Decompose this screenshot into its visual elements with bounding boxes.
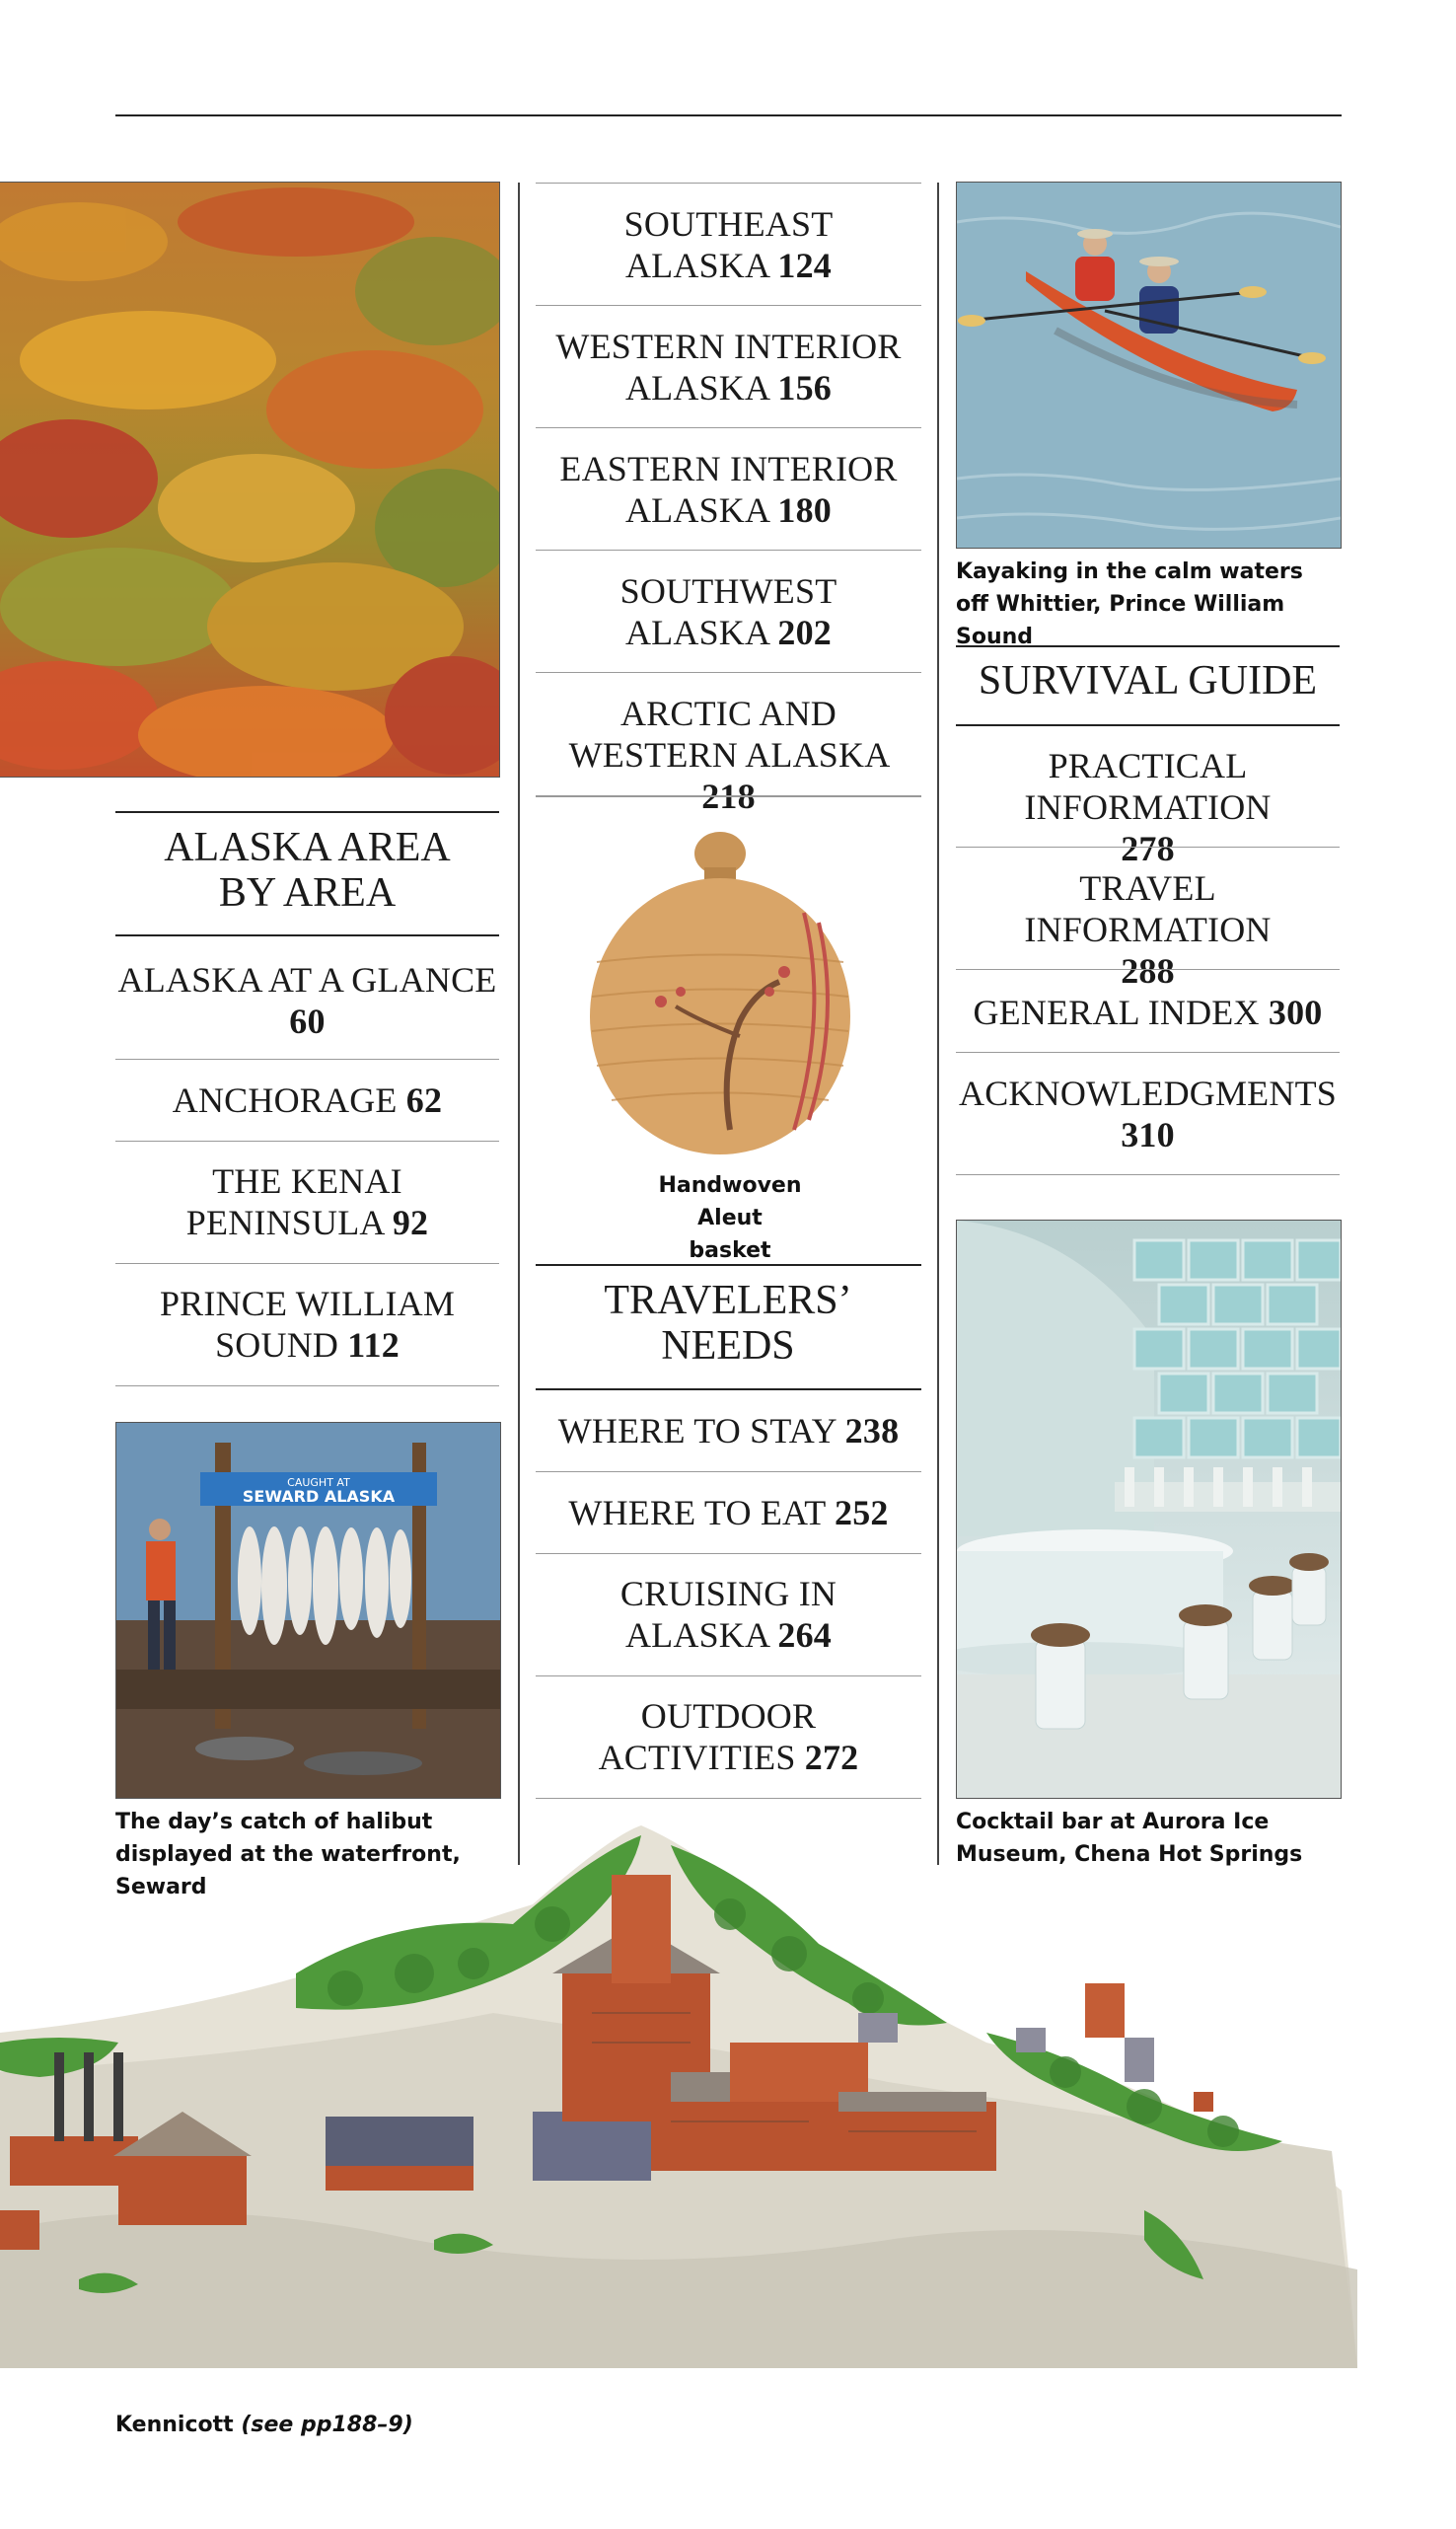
- toc-entry-page: 60: [289, 1002, 326, 1041]
- toc-entry-page: 218: [701, 777, 756, 816]
- kayak-illustration: [957, 183, 1341, 548]
- divider: [115, 1263, 499, 1264]
- toc-entry-page: 310: [1121, 1115, 1175, 1154]
- toc-entry-title: ACKNOWLEDGMENTS: [959, 1074, 1337, 1113]
- divider: [536, 305, 921, 306]
- toc-entry-outdoor-activities[interactable]: [582, 1695, 875, 1778]
- section-heading-area-by-area: ALASKA AREA BY AREA: [164, 825, 451, 916]
- toc-entry-page: 156: [777, 368, 833, 408]
- toc-entry-where-to-eat[interactable]: [536, 1492, 921, 1533]
- middle-heading-rule-top: [536, 1264, 921, 1266]
- toc-entry-practical-information[interactable]: [995, 745, 1300, 869]
- toc-entry-page: 252: [835, 1493, 889, 1532]
- toc-entry-page: 124: [777, 246, 833, 285]
- toc-entry-travel-information[interactable]: [995, 867, 1300, 992]
- toc-entry-page: 112: [347, 1325, 400, 1365]
- divider: [115, 1385, 499, 1386]
- toc-entry-title: ANCHORAGE: [172, 1080, 398, 1120]
- toc-entry-page: 92: [392, 1203, 429, 1242]
- divider: [956, 1174, 1340, 1175]
- divider: [536, 1675, 921, 1676]
- toc-entry-arctic-western[interactable]: [541, 693, 916, 817]
- kayak-caption: Kayaking in the calm waters off Whittier, Prince William Sound: [956, 559, 1303, 649]
- toc-entry-title: ALASKA AT A GLANCE: [117, 960, 497, 1000]
- divider: [536, 1798, 921, 1799]
- kennicott-illustration: [0, 1816, 1456, 2368]
- toc-entry-page: 62: [405, 1080, 443, 1120]
- toc-entry-title: PRACTICAL INFORMATION: [1024, 746, 1272, 827]
- toc-entry-title: TRAVEL INFORMATION: [1024, 868, 1272, 949]
- toc-entry-page: 272: [804, 1738, 859, 1777]
- divider: [536, 672, 921, 673]
- toc-entry-title: PRINCE WILLIAM SOUND: [159, 1284, 456, 1365]
- divider: [956, 847, 1340, 848]
- divider: [536, 1471, 921, 1472]
- sign-line1: CAUGHT AT: [287, 1476, 350, 1489]
- toc-entry-page: 300: [1268, 993, 1323, 1032]
- halibut-caption: The day’s catch of halibut displayed at the waterfront, Seward: [115, 1810, 461, 1899]
- toc-entry-title: WHERE TO STAY: [557, 1411, 837, 1450]
- toc-entry-prince-william-sound[interactable]: [145, 1283, 470, 1366]
- kennicott-caption: [115, 2409, 609, 2441]
- left-heading-rule-top: [115, 811, 499, 813]
- toc-entry-title: ARCTIC AND WESTERN ALASKA: [568, 694, 889, 775]
- toc-entry-southwest-alaska[interactable]: [592, 570, 865, 653]
- toc-entry-title: CRUISING IN ALASKA: [619, 1574, 837, 1655]
- divider: [536, 427, 921, 428]
- right-heading-rule-top: [956, 645, 1340, 647]
- aleut-basket-illustration: [582, 824, 858, 1159]
- toc-entry-title: SOUTHWEST ALASKA: [619, 571, 837, 652]
- tundra-illustration: [0, 183, 499, 777]
- halibut-photo: [115, 1422, 501, 1799]
- left-heading-rule-bottom: [115, 934, 499, 936]
- toc-entry-title: WHERE TO EAT: [568, 1493, 826, 1532]
- toc-entry-kenai-peninsula[interactable]: [155, 1160, 460, 1243]
- toc-entry-southeast-alaska[interactable]: [552, 203, 905, 286]
- basket-caption: Handwoven Aleut basket: [658, 1173, 802, 1263]
- toc-entry-western-interior[interactable]: [552, 326, 905, 409]
- toc-entry-alaska-at-a-glance[interactable]: [115, 959, 499, 1042]
- toc-entry-title: WESTERN INTERIOR ALASKA: [555, 327, 902, 408]
- column-divider-left: [518, 183, 520, 1865]
- toc-entry-page: 264: [777, 1615, 833, 1655]
- toc-entry-general-index[interactable]: [956, 992, 1340, 1033]
- divider: [536, 183, 921, 184]
- toc-entry-page: 238: [844, 1411, 900, 1450]
- halibut-illustration: [116, 1423, 500, 1798]
- toc-entry-title: OUTDOOR ACTIVITIES: [598, 1696, 817, 1777]
- divider: [115, 1141, 499, 1142]
- toc-entry-cruising[interactable]: [592, 1573, 865, 1656]
- divider: [115, 1059, 499, 1060]
- toc-entry-anchorage[interactable]: [115, 1079, 499, 1121]
- section-heading-travelers-needs: TRAVELERS’ NEEDS: [604, 1278, 852, 1369]
- toc-entry-title: THE KENAI PENINSULA: [185, 1161, 402, 1242]
- toc-entry-page: 278: [1121, 829, 1175, 868]
- ice-museum-photo: [956, 1220, 1342, 1799]
- toc-entry-where-to-stay[interactable]: [536, 1410, 921, 1451]
- ice-museum-caption: Cocktail bar at Aurora Ice Museum, Chena Hot Springs: [956, 1810, 1303, 1867]
- tundra-photo: [0, 182, 500, 778]
- toc-entry-page: 180: [777, 490, 833, 530]
- ice-museum-illustration: [957, 1221, 1341, 1798]
- top-rule: [115, 114, 1342, 116]
- divider: [536, 1553, 921, 1554]
- middle-heading-rule-bottom: [536, 1388, 921, 1390]
- toc-entry-title: SOUTHEAST ALASKA: [623, 204, 834, 285]
- divider: [956, 1052, 1340, 1053]
- right-heading-rule-bottom: [956, 724, 1340, 726]
- kennicott-caption-reference: (see pp188–9): [241, 2413, 413, 2437]
- toc-entry-eastern-interior[interactable]: [552, 448, 905, 531]
- column-divider-right: [937, 183, 939, 1865]
- toc-entry-title: EASTERN INTERIOR ALASKA: [559, 449, 898, 530]
- toc-entry-acknowledgments[interactable]: [956, 1073, 1340, 1155]
- kennicott-caption-main: Kennicott: [115, 2413, 234, 2437]
- divider: [956, 969, 1340, 970]
- divider: [536, 550, 921, 551]
- section-heading-survival-guide: SURVIVAL GUIDE: [978, 658, 1318, 704]
- kayak-photo: [956, 182, 1342, 549]
- toc-entry-page: 202: [777, 613, 833, 652]
- sign-line2: SEWARD ALASKA: [242, 1487, 396, 1506]
- divider: [536, 795, 921, 797]
- toc-entry-page: 288: [1121, 951, 1175, 991]
- toc-entry-title: GENERAL INDEX: [973, 993, 1260, 1032]
